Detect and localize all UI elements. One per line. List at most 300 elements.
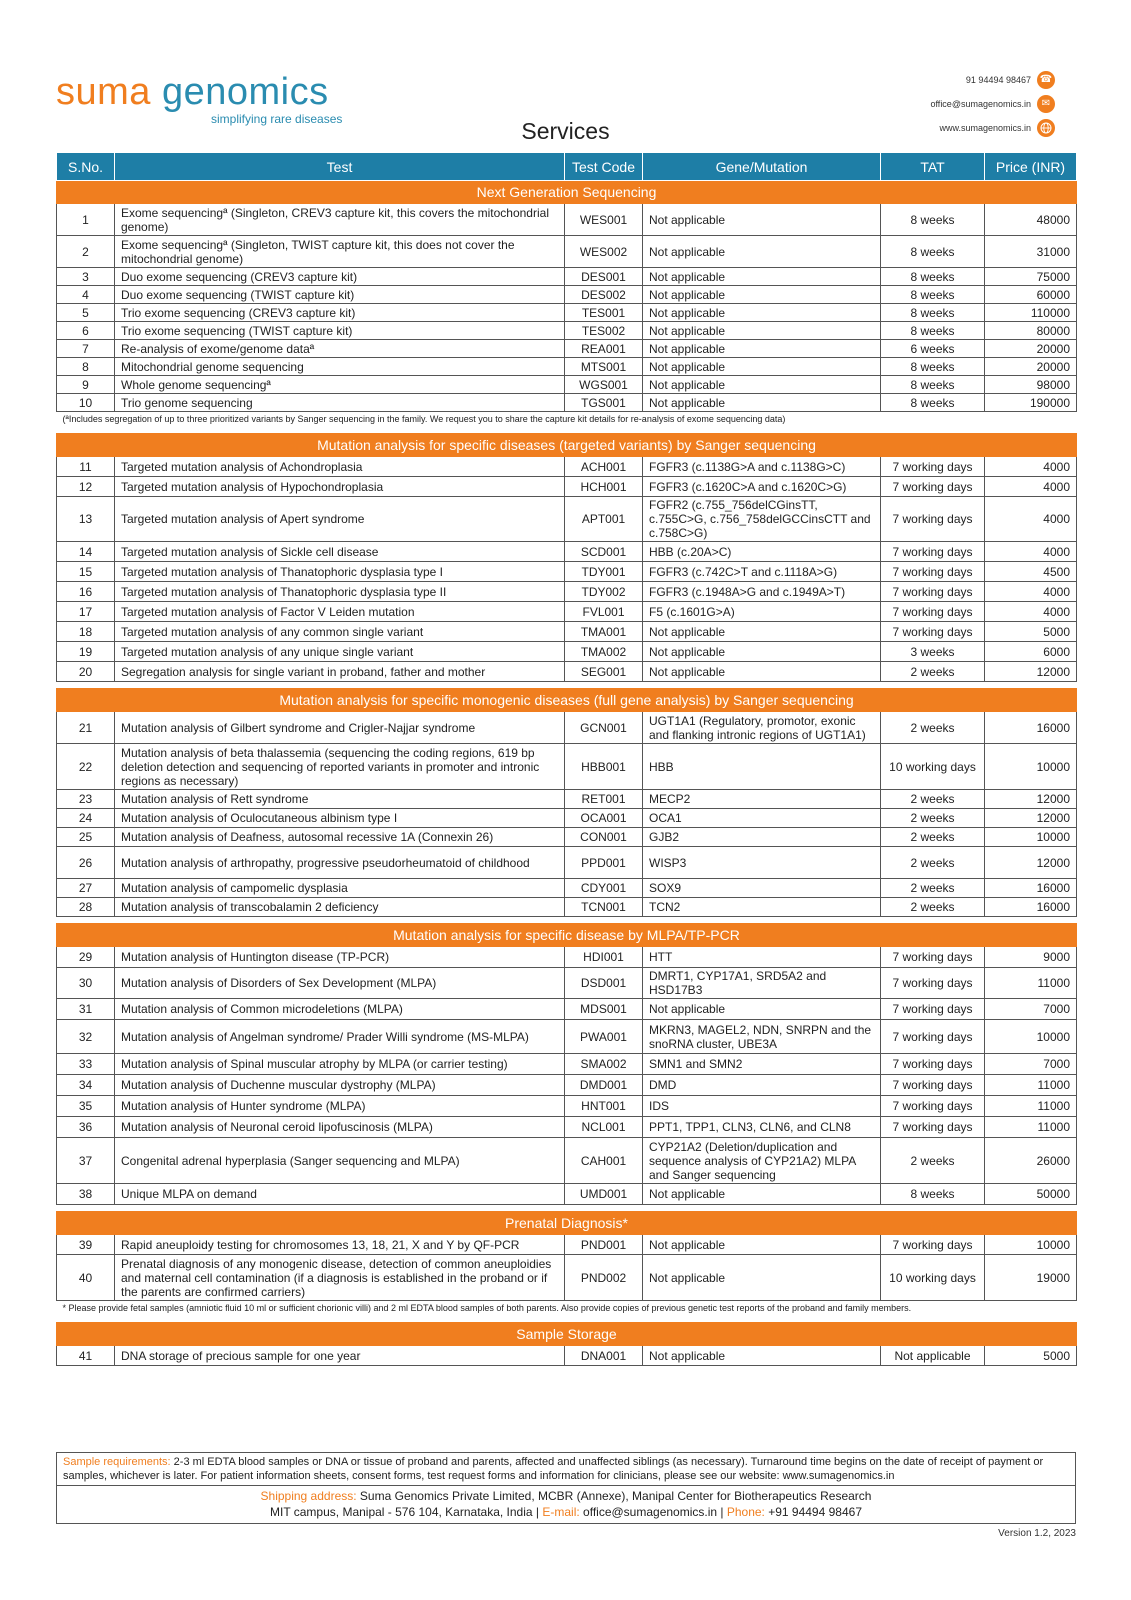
cell-test: Targeted mutation analysis of Factor V Leiden mutation	[115, 602, 565, 622]
cell-test: Trio exome sequencing (TWIST capture kit)	[115, 322, 565, 340]
cell-test: Mutation analysis of beta thalassemia (sequencing the coding regions, 619 bp deletion detection and sequencing of reported variants in promoter and intronic regions as necessary)	[115, 744, 565, 790]
cell-price: 4000	[985, 497, 1077, 542]
cell-test-code: TDY001	[565, 562, 643, 582]
cell-price: 4000	[985, 542, 1077, 562]
cell-tat: 2 weeks	[881, 662, 985, 682]
cell-sno: 39	[57, 1235, 115, 1255]
cell-test: Exome sequencingª (Singleton, TWIST capture kit, this does not cover the mitochondrial genome)	[115, 236, 565, 268]
cell-gene: FGFR3 (c.1138G>A and c.1138G>C)	[643, 457, 881, 477]
cell-test: Duo exome sequencing (TWIST capture kit)	[115, 286, 565, 304]
cell-tat: 8 weeks	[881, 268, 985, 286]
cell-tat: 7 working days	[881, 1054, 985, 1075]
cell-test: Targeted mutation analysis of Thanatophoric dysplasia type I	[115, 562, 565, 582]
cell-test: Re-analysis of exome/genome dataª	[115, 340, 565, 358]
cell-gene: FGFR3 (c.1948A>G and c.1949A>T)	[643, 582, 881, 602]
cell-gene: SMN1 and SMN2	[643, 1054, 881, 1075]
table-row	[57, 879, 1077, 898]
cell-gene: CYP21A2 (Deletion/duplication and sequence analysis of CYP21A2) MLPA and Sanger sequencing	[643, 1138, 881, 1184]
page-title: Services	[521, 118, 610, 144]
shipping-line2: MIT campus, Manipal - 576 104, Karnataka, India |	[269, 1505, 543, 1519]
cell-test: Targeted mutation analysis of Hypochondroplasia	[115, 477, 565, 497]
cell-test-code: OCA001	[565, 809, 643, 828]
cell-test: Mutation analysis of Common microdeletions (MLPA)	[115, 999, 565, 1020]
cell-test-code: DMD001	[565, 1075, 643, 1096]
table-row	[57, 1054, 1077, 1075]
cell-sno: 2	[57, 236, 115, 268]
contact-phone[interactable]	[930, 68, 1055, 92]
cell-sno: 13	[57, 497, 115, 542]
contact-email-text: office@sumagenomics.in	[930, 99, 1031, 109]
cell-gene: Not applicable	[643, 268, 881, 286]
cell-test-code: REA001	[565, 340, 643, 358]
section-title: Prenatal Diagnosis*	[57, 1212, 1077, 1235]
cell-price: 10000	[985, 1020, 1077, 1054]
table-row	[57, 1075, 1077, 1096]
cell-test-code: NCL001	[565, 1117, 643, 1138]
cell-gene: TCN2	[643, 898, 881, 917]
cell-price: 19000	[985, 1255, 1077, 1301]
section-note-row	[57, 1301, 1077, 1317]
cell-test-code: TDY002	[565, 582, 643, 602]
cell-gene: MKRN3, MAGEL2, NDN, SNRPN and the snoRNA cluster, UBE3A	[643, 1020, 881, 1054]
cell-test-code: GCN001	[565, 712, 643, 744]
cell-tat: 8 weeks	[881, 204, 985, 236]
cell-tat: 6 weeks	[881, 340, 985, 358]
cell-tat: 7 working days	[881, 477, 985, 497]
cell-gene: FGFR3 (c.742C>T and c.1118A>G)	[643, 562, 881, 582]
cell-gene: Not applicable	[643, 622, 881, 642]
cell-gene: Not applicable	[643, 358, 881, 376]
cell-test: Mutation analysis of campomelic dysplasia	[115, 879, 565, 898]
cell-tat: 7 working days	[881, 947, 985, 968]
cell-test: Mutation analysis of Deafness, autosomal recessive 1A (Connexin 26)	[115, 828, 565, 847]
cell-price: 75000	[985, 268, 1077, 286]
cell-tat: 8 weeks	[881, 376, 985, 394]
cell-gene: IDS	[643, 1096, 881, 1117]
cell-sno: 35	[57, 1096, 115, 1117]
cell-test: Mutation analysis of Rett syndrome	[115, 790, 565, 809]
cell-sno: 33	[57, 1054, 115, 1075]
cell-test: Congenital adrenal hyperplasia (Sanger sequencing and MLPA)	[115, 1138, 565, 1184]
cell-price: 80000	[985, 322, 1077, 340]
cell-tat: 2 weeks	[881, 1138, 985, 1184]
cell-tat: 7 working days	[881, 1117, 985, 1138]
section-header-row	[57, 689, 1077, 712]
cell-price: 16000	[985, 898, 1077, 917]
cell-tat: 8 weeks	[881, 304, 985, 322]
cell-sno: 37	[57, 1138, 115, 1184]
cell-test: Targeted mutation analysis of Achondroplasia	[115, 457, 565, 477]
cell-sno: 31	[57, 999, 115, 1020]
cell-gene: Not applicable	[643, 376, 881, 394]
cell-test: Mutation analysis of Oculocutaneous albinism type I	[115, 809, 565, 828]
cell-price: 31000	[985, 236, 1077, 268]
cell-gene: Not applicable	[643, 1235, 881, 1255]
cell-sno: 28	[57, 898, 115, 917]
table-row	[57, 744, 1077, 790]
cell-test-code: SEG001	[565, 662, 643, 682]
cell-sno: 7	[57, 340, 115, 358]
cell-test-code: SCD001	[565, 542, 643, 562]
cell-tat: 2 weeks	[881, 790, 985, 809]
cell-test-code: CAH001	[565, 1138, 643, 1184]
table-row	[57, 847, 1077, 879]
table-row	[57, 268, 1077, 286]
cell-price: 50000	[985, 1184, 1077, 1205]
cell-sno: 12	[57, 477, 115, 497]
page-header	[0, 0, 1131, 150]
cell-tat: 2 weeks	[881, 828, 985, 847]
cell-tat: 10 working days	[881, 1255, 985, 1301]
cell-gene: HBB	[643, 744, 881, 790]
cell-test-code: ACH001	[565, 457, 643, 477]
cell-sno: 15	[57, 562, 115, 582]
cell-sno: 8	[57, 358, 115, 376]
table-row	[57, 809, 1077, 828]
cell-gene: MECP2	[643, 790, 881, 809]
col-header-sno: S.No.	[57, 153, 115, 181]
cell-price: 12000	[985, 662, 1077, 682]
table-row	[57, 968, 1077, 999]
table-row	[57, 898, 1077, 917]
shipping-address	[56, 1486, 1076, 1524]
cell-test-code: PPD001	[565, 847, 643, 879]
cell-gene: Not applicable	[643, 340, 881, 358]
table-row	[57, 542, 1077, 562]
section-gap	[57, 1205, 1077, 1212]
cell-test: Targeted mutation analysis of Sickle cell disease	[115, 542, 565, 562]
cell-test-code: RET001	[565, 790, 643, 809]
col-header-price: Price (INR)	[985, 153, 1077, 181]
cell-test: DNA storage of precious sample for one year	[115, 1346, 565, 1366]
cell-tat: 7 working days	[881, 1075, 985, 1096]
cell-price: 98000	[985, 376, 1077, 394]
cell-gene: Not applicable	[643, 304, 881, 322]
cell-test: Mutation analysis of Disorders of Sex Development (MLPA)	[115, 968, 565, 999]
email-label: E-mail:	[542, 1505, 580, 1519]
table-row	[57, 236, 1077, 268]
cell-sno: 1	[57, 204, 115, 236]
cell-gene: SOX9	[643, 879, 881, 898]
cell-price: 4000	[985, 477, 1077, 497]
cell-tat: 7 working days	[881, 622, 985, 642]
table-row	[57, 582, 1077, 602]
cell-test-code: WES002	[565, 236, 643, 268]
cell-test-code: HCH001	[565, 477, 643, 497]
table-row	[57, 1020, 1077, 1054]
services-table	[56, 152, 1077, 1366]
cell-gene: FGFR3 (c.1620C>A and c.1620C>G)	[643, 477, 881, 497]
section-header-row	[57, 181, 1077, 204]
sample-requirements-text: 2-3 ml EDTA blood samples or DNA or tissue of proband and parents, affected and unaffected siblings (as necessary). Turnaround time begins on the date of receipt of payment or samples, whichever is later. For patient information sheets, consent forms, test request forms and information for clinicians, please see our website: www.sumagenomics.in	[63, 1456, 1044, 1482]
cell-price: 7000	[985, 999, 1077, 1020]
table-row	[57, 304, 1077, 322]
cell-test-code: APT001	[565, 497, 643, 542]
section-title: Sample Storage	[57, 1323, 1077, 1346]
section-title: Mutation analysis for specific monogenic diseases (full gene analysis) by Sanger sequencing	[57, 689, 1077, 712]
cell-gene: WISP3	[643, 847, 881, 879]
cell-price: 10000	[985, 828, 1077, 847]
cell-tat: 7 working days	[881, 999, 985, 1020]
cell-price: 10000	[985, 1235, 1077, 1255]
table-row	[57, 1346, 1077, 1366]
cell-tat: 8 weeks	[881, 286, 985, 304]
contact-email[interactable]	[930, 92, 1055, 116]
sample-requirements-label: Sample requirements:	[63, 1456, 171, 1468]
cell-price: 12000	[985, 790, 1077, 809]
cell-gene: FGFR2 (c.755_756delCGinsTT, c.755C>G, c.756_758delGCCinsCTT and c.758C>G)	[643, 497, 881, 542]
cell-test: Trio exome sequencing (CREV3 capture kit)	[115, 304, 565, 322]
cell-gene: UGT1A1 (Regulatory, promotor, exonic and flanking intronic regions of UGT1A1)	[643, 712, 881, 744]
table-row	[57, 1235, 1077, 1255]
table-row	[57, 1117, 1077, 1138]
cell-sno: 16	[57, 582, 115, 602]
cell-tat: 7 working days	[881, 968, 985, 999]
cell-test: Mutation analysis of Duchenne muscular dystrophy (MLPA)	[115, 1075, 565, 1096]
section-note: * Please provide fetal samples (amniotic fluid 10 ml or sufficient chorionic villi) and 2 ml EDTA blood samples of both parents. Also provide copies of previous genetic test reports of the proband and family members.	[62, 1303, 912, 1313]
cell-tat: 8 weeks	[881, 1184, 985, 1205]
cell-price: 4500	[985, 562, 1077, 582]
cell-test-code: FVL001	[565, 602, 643, 622]
phone-label: Phone:	[726, 1505, 765, 1519]
cell-price: 11000	[985, 1075, 1077, 1096]
contact-website[interactable]	[930, 116, 1055, 140]
table-row	[57, 322, 1077, 340]
cell-tat: 7 working days	[881, 497, 985, 542]
cell-tat: 10 working days	[881, 744, 985, 790]
cell-test-code: CDY001	[565, 879, 643, 898]
cell-tat: 2 weeks	[881, 898, 985, 917]
cell-price: 11000	[985, 1096, 1077, 1117]
section-note-row	[57, 412, 1077, 428]
cell-price: 60000	[985, 286, 1077, 304]
cell-gene: Not applicable	[643, 286, 881, 304]
col-header-test-code: Test Code	[565, 153, 643, 181]
cell-test-code: HNT001	[565, 1096, 643, 1117]
cell-price: 20000	[985, 340, 1077, 358]
cell-test: Mutation analysis of Neuronal ceroid lipofuscinosis (MLPA)	[115, 1117, 565, 1138]
cell-tat: 2 weeks	[881, 847, 985, 879]
cell-test: Targeted mutation analysis of Thanatophoric dysplasia type II	[115, 582, 565, 602]
section-gap	[57, 682, 1077, 689]
globe-icon	[1037, 119, 1055, 137]
cell-tat: 7 working days	[881, 542, 985, 562]
table-row	[57, 477, 1077, 497]
table-row	[57, 1138, 1077, 1184]
table-row	[57, 642, 1077, 662]
cell-test: Exome sequencingª (Singleton, CREV3 capture kit, this covers the mitochondrial genome)	[115, 204, 565, 236]
cell-tat: 7 working days	[881, 457, 985, 477]
col-header-gene: Gene/Mutation	[643, 153, 881, 181]
cell-sno: 4	[57, 286, 115, 304]
cell-gene: GJB2	[643, 828, 881, 847]
logo-tagline: simplifying rare diseases	[211, 112, 343, 126]
cell-sno: 29	[57, 947, 115, 968]
cell-tat: 8 weeks	[881, 394, 985, 412]
cell-tat: 2 weeks	[881, 809, 985, 828]
cell-test-code: PND001	[565, 1235, 643, 1255]
table-row	[57, 376, 1077, 394]
cell-sno: 19	[57, 642, 115, 662]
cell-price: 10000	[985, 744, 1077, 790]
cell-test-code: UMD001	[565, 1184, 643, 1205]
section-gap-cell	[57, 917, 1077, 924]
cell-price: 6000	[985, 642, 1077, 662]
cell-tat: 8 weeks	[881, 236, 985, 268]
section-title: Next Generation Sequencing	[57, 181, 1077, 204]
table-row	[57, 790, 1077, 809]
contact-block	[930, 68, 1055, 140]
cell-price: 110000	[985, 304, 1077, 322]
cell-sno: 9	[57, 376, 115, 394]
cell-gene: Not applicable	[643, 662, 881, 682]
cell-gene: Not applicable	[643, 999, 881, 1020]
cell-test-code: DES001	[565, 268, 643, 286]
cell-sno: 41	[57, 1346, 115, 1366]
cell-sno: 22	[57, 744, 115, 790]
cell-sno: 6	[57, 322, 115, 340]
cell-test: Duo exome sequencing (CREV3 capture kit)	[115, 268, 565, 286]
cell-test: Mutation analysis of Gilbert syndrome and Crigler-Najjar syndrome	[115, 712, 565, 744]
cell-test-code: TMA002	[565, 642, 643, 662]
cell-price: 4000	[985, 582, 1077, 602]
cell-test: Mutation analysis of Angelman syndrome/ Prader Willi syndrome (MS-MLPA)	[115, 1020, 565, 1054]
services-table-wrapper	[56, 152, 1076, 1366]
cell-sno: 24	[57, 809, 115, 828]
cell-test-code: CON001	[565, 828, 643, 847]
table-row	[57, 457, 1077, 477]
table-row	[57, 1096, 1077, 1117]
logo-word-genomics: genomics	[161, 71, 329, 113]
table-row	[57, 204, 1077, 236]
cell-price: 7000	[985, 1054, 1077, 1075]
cell-price: 26000	[985, 1138, 1077, 1184]
cell-tat: 7 working days	[881, 562, 985, 582]
contact-website-text: www.sumagenomics.in	[939, 123, 1031, 133]
table-row	[57, 394, 1077, 412]
section-title: Mutation analysis for specific diseases (targeted variants) by Sanger sequencing	[57, 434, 1077, 457]
cell-gene: Not applicable	[643, 1255, 881, 1301]
cell-price: 4000	[985, 457, 1077, 477]
table-row	[57, 497, 1077, 542]
cell-tat: 7 working days	[881, 1020, 985, 1054]
cell-sno: 20	[57, 662, 115, 682]
table-row	[57, 286, 1077, 304]
cell-gene: OCA1	[643, 809, 881, 828]
cell-sno: 14	[57, 542, 115, 562]
cell-test: Unique MLPA on demand	[115, 1184, 565, 1205]
shipping-text: Suma Genomics Private Limited, MCBR (Annexe), Manipal Center for Biotherapeutics Research	[356, 1489, 872, 1503]
cell-sno: 17	[57, 602, 115, 622]
cell-sno: 27	[57, 879, 115, 898]
cell-sno: 34	[57, 1075, 115, 1096]
cell-price: 5000	[985, 1346, 1077, 1366]
table-row	[57, 712, 1077, 744]
cell-tat: Not applicable	[881, 1346, 985, 1366]
cell-sno: 36	[57, 1117, 115, 1138]
cell-sno: 21	[57, 712, 115, 744]
cell-gene: Not applicable	[643, 322, 881, 340]
cell-test-code: TGS001	[565, 394, 643, 412]
cell-gene: Not applicable	[643, 1346, 881, 1366]
cell-sno: 11	[57, 457, 115, 477]
section-title: Mutation analysis for specific disease by MLPA/TP-PCR	[57, 924, 1077, 947]
cell-gene: PPT1, TPP1, CLN3, CLN6, and CLN8	[643, 1117, 881, 1138]
cell-tat: 2 weeks	[881, 712, 985, 744]
cell-test-code: DSD001	[565, 968, 643, 999]
table-row	[57, 622, 1077, 642]
cell-tat: 8 weeks	[881, 358, 985, 376]
cell-test-code: WES001	[565, 204, 643, 236]
section-gap-cell	[57, 1205, 1077, 1212]
cell-gene: Not applicable	[643, 1184, 881, 1205]
table-row	[57, 828, 1077, 847]
cell-price: 12000	[985, 809, 1077, 828]
mail-icon: ✉	[1037, 95, 1055, 113]
table-row	[57, 340, 1077, 358]
cell-test: Targeted mutation analysis of any unique single variant	[115, 642, 565, 662]
shipping-label: Shipping address:	[260, 1489, 357, 1503]
section-header-row	[57, 924, 1077, 947]
cell-price: 48000	[985, 204, 1077, 236]
cell-test-code: TMA001	[565, 622, 643, 642]
cell-tat: 8 weeks	[881, 322, 985, 340]
cell-test: Trio genome sequencing	[115, 394, 565, 412]
phone-text[interactable]: +91 94494 98467	[764, 1505, 862, 1519]
cell-test-code: PND002	[565, 1255, 643, 1301]
cell-test-code: MTS001	[565, 358, 643, 376]
cell-tat: 7 working days	[881, 1235, 985, 1255]
section-gap-cell	[57, 682, 1077, 689]
col-header-tat: TAT	[881, 153, 985, 181]
cell-gene: HTT	[643, 947, 881, 968]
table-row	[57, 1255, 1077, 1301]
table-row	[57, 1184, 1077, 1205]
cell-price: 5000	[985, 622, 1077, 642]
table-row	[57, 358, 1077, 376]
cell-test: Mutation analysis of arthropathy, progressive pseudorheumatoid of childhood	[115, 847, 565, 879]
cell-test-code: WGS001	[565, 376, 643, 394]
cell-gene: HBB (c.20A>C)	[643, 542, 881, 562]
cell-sno: 18	[57, 622, 115, 642]
cell-gene: Not applicable	[643, 236, 881, 268]
cell-sno: 25	[57, 828, 115, 847]
cell-price: 11000	[985, 1117, 1077, 1138]
cell-sno: 40	[57, 1255, 115, 1301]
contact-phone-text: 91 94494 98467	[965, 75, 1031, 85]
cell-test: Mitochondrial genome sequencing	[115, 358, 565, 376]
cell-test: Mutation analysis of Hunter syndrome (MLPA)	[115, 1096, 565, 1117]
cell-tat: 7 working days	[881, 582, 985, 602]
cell-gene: DMRT1, CYP17A1, SRD5A2 and HSD17B3	[643, 968, 881, 999]
cell-gene: Not applicable	[643, 642, 881, 662]
cell-test: Targeted mutation analysis of Apert syndrome	[115, 497, 565, 542]
brand-logo	[56, 71, 343, 126]
cell-gene: F5 (c.1601G>A)	[643, 602, 881, 622]
cell-sno: 26	[57, 847, 115, 879]
email-text[interactable]: office@sumagenomics.in |	[579, 1505, 727, 1519]
cell-test: Rapid aneuploidy testing for chromosomes 13, 18, 21, X and Y by QF-PCR	[115, 1235, 565, 1255]
table-row	[57, 662, 1077, 682]
cell-tat: 7 working days	[881, 602, 985, 622]
cell-sno: 10	[57, 394, 115, 412]
section-header-row	[57, 434, 1077, 457]
cell-test-code: DNA001	[565, 1346, 643, 1366]
cell-price: 12000	[985, 847, 1077, 879]
cell-tat: 3 weeks	[881, 642, 985, 662]
cell-price: 16000	[985, 879, 1077, 898]
section-header-row	[57, 1323, 1077, 1346]
